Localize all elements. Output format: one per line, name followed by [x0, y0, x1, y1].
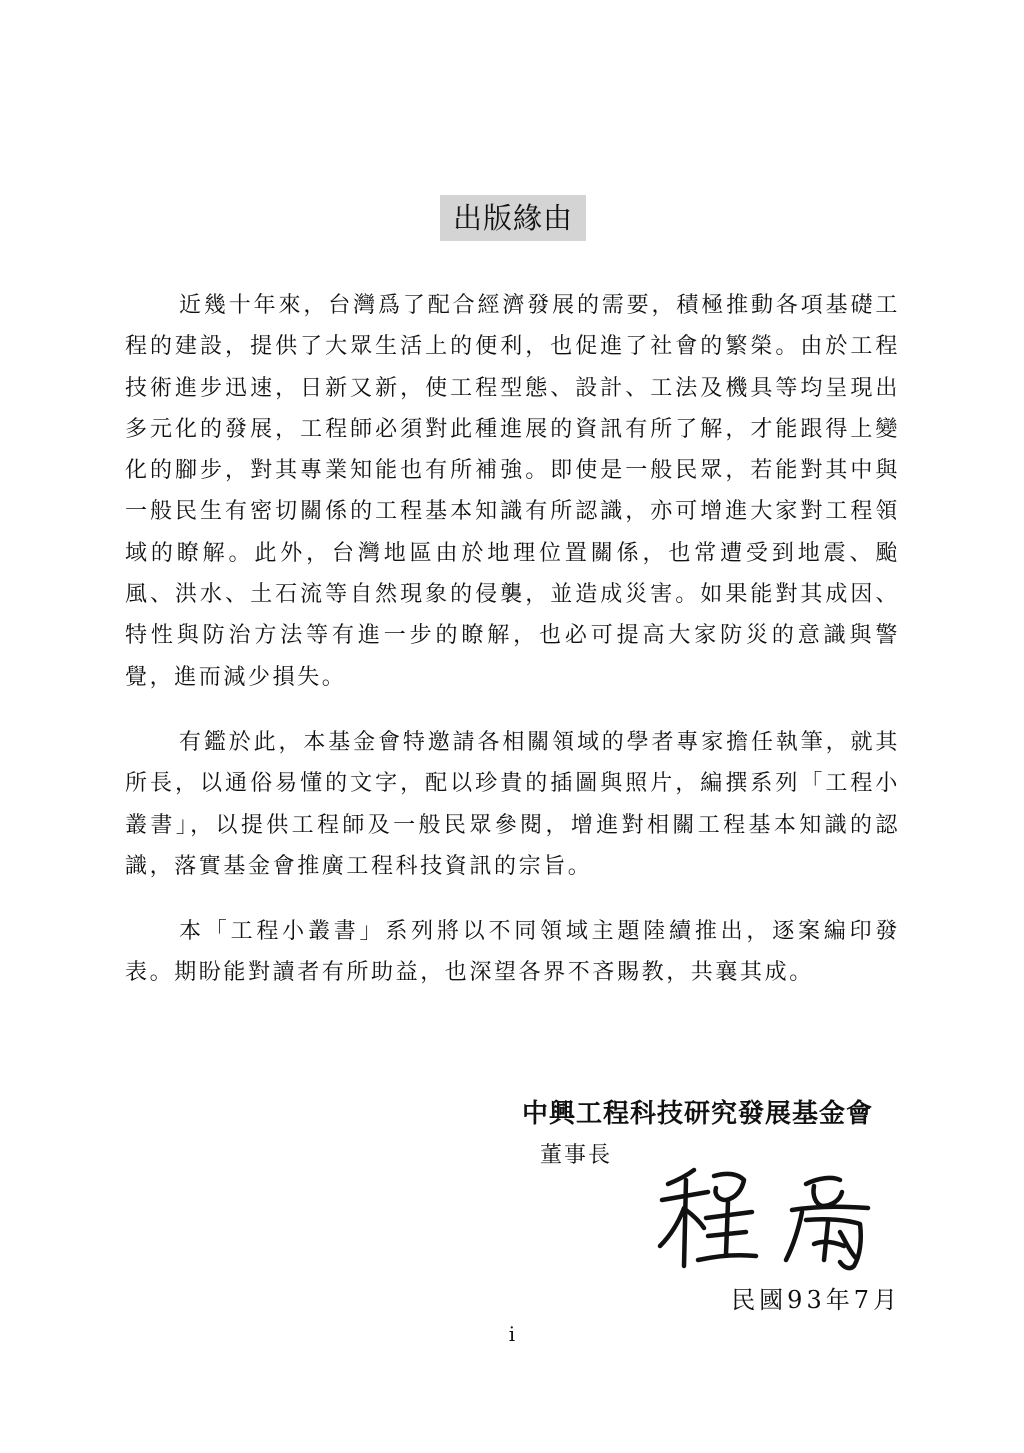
- organization-name: 中興工程科技研究發展基金會: [522, 1099, 874, 1129]
- handwritten-signature: [656, 1162, 878, 1272]
- body-text: [125, 285, 900, 994]
- paragraph-spacer: [125, 698, 900, 722]
- date: 民國93年7月: [731, 1286, 901, 1314]
- page-title: 出版緣由: [440, 195, 586, 241]
- paragraph-intro: 近幾十年來，台灣爲了配合經濟發展的需要，積極推動各項基礎工程的建設，提供了大眾生活上的便利，也促進了社會的繁榮。由於工程技術進步迅速，日新又新，使工程型態、設計、工法及機具等均呈現出多元化的發展，工程師必須對此種進展的資訊有所了解，才能跟得上變化的腳步，對其專業知能也有所補強。即使是一般民眾，若能對其中與一般民生有密切關係的工程基本知識有所認識，亦可增進大家對工程領域的瞭解。此外，台灣地區由於地理位置關係，也常遭受到地震、颱風、洪水、土石流等自然現象的侵襲，並造成災害。如果能對其成因、特性與防治方法等有進一步的瞭解，也必可提高大家防災的意識與警覺，進而減少損失。: [125, 293, 900, 690]
- paragraph-purpose: 有鑑於此，本基金會特邀請各相關領域的學者專家擔任執筆，就其所長，以通俗易懂的文字，配以珍貴的插圖與照片，編撰系列「工程小叢書」，以提供工程師及一般民眾參閱，增進對相關工程基本知識的認識，落實基金會推廣工程科技資訊的宗旨。: [125, 729, 900, 879]
- chairman-title: 董事長: [540, 1143, 613, 1168]
- page-number: i: [508, 1322, 516, 1346]
- paragraph-spacer: [125, 887, 900, 911]
- paragraph-closing: 本「工程小叢書」系列將以不同領域主題陸續推出，逐案編印發表。期盼能對讀者有所助益，也深望各界不吝賜教，共襄其成。: [125, 919, 900, 986]
